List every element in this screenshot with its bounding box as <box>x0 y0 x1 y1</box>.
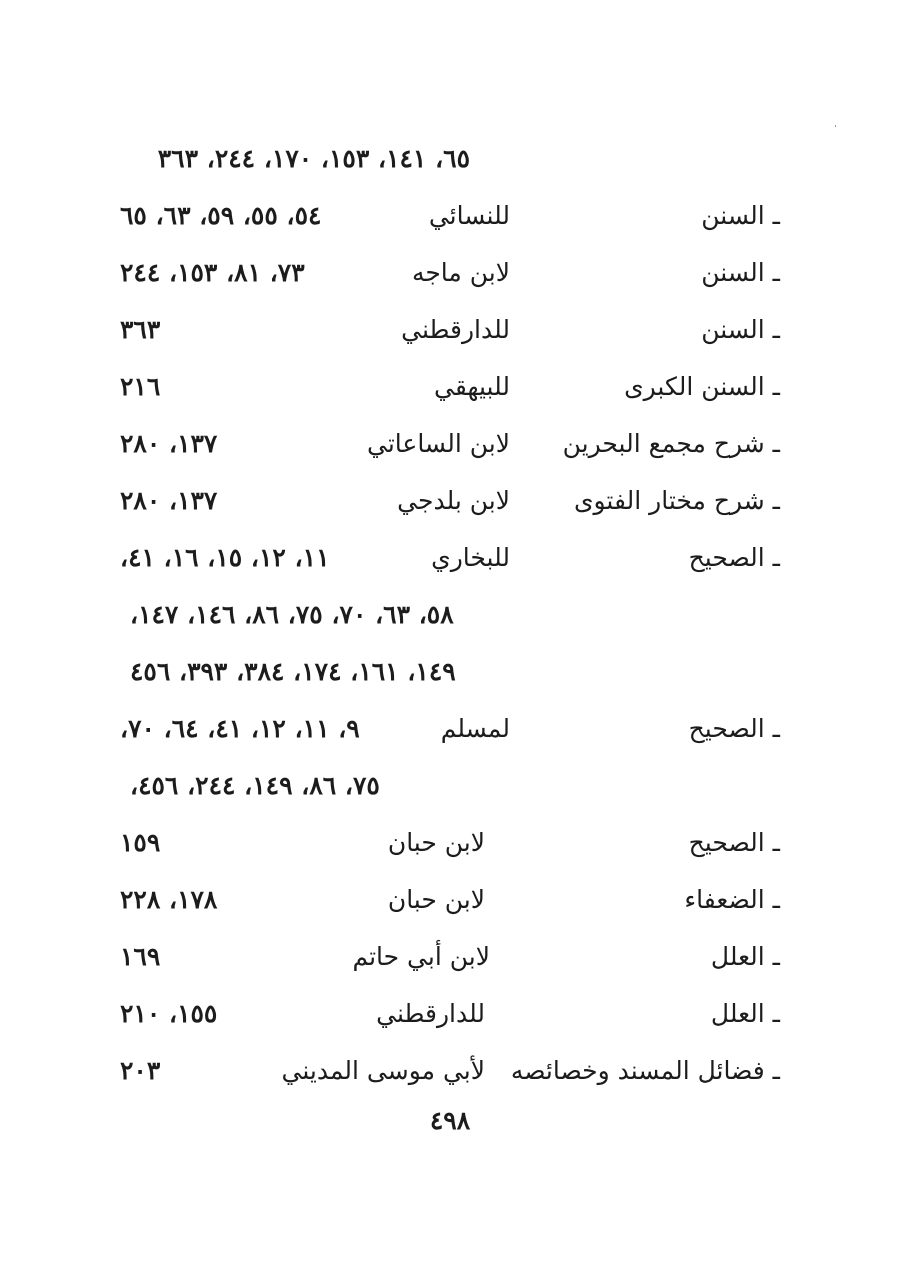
page-refs: ١٥٩ <box>120 828 161 857</box>
index-entry <box>120 929 780 985</box>
page-refs: ٥٨، ٦٣، ٧٠، ٧٥، ٨٦، ١٤٦، ١٤٧، <box>130 600 454 629</box>
page-refs: ١١، ١٢، ١٥، ١٦، ٤١، <box>120 543 330 572</box>
book-title: ـ شرح مجمع البحرين <box>562 429 780 458</box>
page-refs: ٩، ١١، ١٢، ٤١، ٦٤، ٧٠، <box>120 714 360 743</box>
book-title: ـ شرح مختار الفتوى <box>573 486 780 515</box>
index-entry <box>120 701 780 757</box>
book-title: ـ السنن <box>701 201 780 230</box>
page-refs: ١٥٥، ٢١٠ <box>120 999 218 1028</box>
book-author: لابن حبان <box>387 885 485 914</box>
page-refs: ١٤٩، ١٦١، ١٧٤، ٣٨٤، ٣٩٣، ٤٥٦ <box>130 657 456 686</box>
index-line-continuation <box>120 758 780 814</box>
book-author: للدارقطني <box>401 315 510 344</box>
index-entry <box>120 473 780 529</box>
book-author: لأبي موسى المديني <box>281 1056 485 1085</box>
page-number: ٤٩٨ <box>429 1106 471 1135</box>
page-refs: ٦٥، ١٤١، ١٥٣، ١٧٠، ٢٤٤، ٣٦٣ <box>157 144 470 173</box>
index-entry <box>120 986 780 1042</box>
page-refs: ٧٣، ٨١، ١٥٣، ٢٤٤ <box>120 258 305 287</box>
book-author: لابن أبي حاتم <box>352 942 490 971</box>
index-entry <box>120 530 780 586</box>
page-refs: ٢٠٣ <box>120 1056 161 1085</box>
index-line-continuation <box>120 587 780 643</box>
book-title: ـ السنن <box>701 315 780 344</box>
book-author: للنسائي <box>428 201 510 230</box>
index-entry <box>120 302 780 358</box>
index-entry <box>120 815 780 871</box>
book-author: لابن حبان <box>387 828 485 857</box>
book-author: لابن الساعاتي <box>366 429 510 458</box>
index-entry <box>120 188 780 244</box>
book-title: ـ الضعفاء <box>684 885 780 914</box>
index-entry <box>120 416 780 472</box>
margin-mark <box>835 125 836 127</box>
page-refs: ٣٦٣ <box>120 315 161 344</box>
page-refs: ٥٤، ٥٥، ٥٩، ٦٣، ٦٥ <box>120 201 322 230</box>
book-title: ـ السنن الكبرى <box>624 372 780 401</box>
index-entry <box>120 872 780 928</box>
book-title: ـ الصحيح <box>688 543 780 572</box>
book-author: للبخاري <box>431 543 510 572</box>
page-refs: ١٦٩ <box>120 942 161 971</box>
book-title: ـ العلل <box>710 999 780 1028</box>
page-refs: ١٧٨، ٢٢٨ <box>120 885 218 914</box>
book-author: للدارقطني <box>376 999 485 1028</box>
book-title: ـ فضائل المسند وخصائصه <box>510 1056 780 1085</box>
page-refs: ٢١٦ <box>120 372 161 401</box>
page-refs: ٧٥، ٨٦، ١٤٩، ٢٤٤، ٤٥٦، <box>130 771 380 800</box>
book-title: ـ الصحيح <box>688 714 780 743</box>
page-refs: ١٣٧، ٢٨٠ <box>120 486 218 515</box>
index-entry <box>120 359 780 415</box>
page-refs: ١٣٧، ٢٨٠ <box>120 429 218 458</box>
book-author: لمسلم <box>440 714 510 743</box>
book-author: لابن بلدجي <box>397 486 510 515</box>
index-entry <box>120 1043 780 1099</box>
book-title: ـ العلل <box>710 942 780 971</box>
book-author: لابن ماجه <box>411 258 510 287</box>
index-line-continuation <box>120 131 780 187</box>
index-entry <box>120 245 780 301</box>
book-title: ـ السنن <box>701 258 780 287</box>
index-line-continuation <box>120 644 780 700</box>
book-author: للبيهقي <box>434 372 510 401</box>
book-title: ـ الصحيح <box>688 828 780 857</box>
